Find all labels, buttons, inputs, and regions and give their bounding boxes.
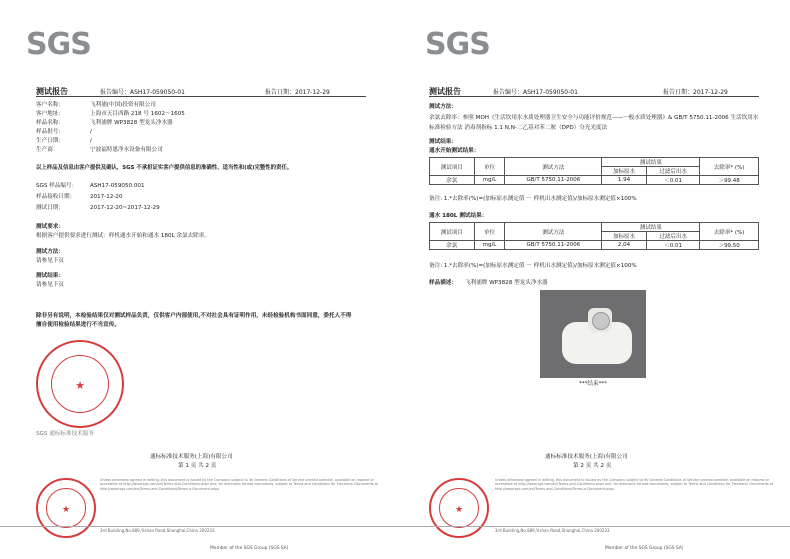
table-header: 测试结果 <box>602 223 700 232</box>
cell-filtered: ＜0.01 <box>646 176 700 185</box>
info-value: / <box>90 138 92 144</box>
report-title: 测试报告 <box>36 87 68 96</box>
table-note: 备注: 1.*去除率(%)=(加标原水测定值 － 样机出水测定值)/加标原水测定值×100% <box>429 263 637 269</box>
table-header: 测试项目 <box>430 158 475 176</box>
table-header: 去除率* (%) <box>700 223 759 241</box>
table-header: 单位 <box>474 223 505 241</box>
cell-filtered: ＜0.01 <box>646 241 700 250</box>
report-title: 测试报告 <box>429 87 461 96</box>
table-header: 去除率* (%) <box>700 158 759 176</box>
meta-label: 测试日期： <box>36 205 64 211</box>
footer-divider <box>0 526 395 527</box>
info-label: 客户地址： <box>36 111 64 117</box>
header-divider <box>36 96 366 97</box>
result-table-180l <box>429 222 759 250</box>
report-number: 报告编号：ASH17-059050-01 <box>100 89 185 96</box>
seal-footer: ★ <box>36 478 96 538</box>
method-title: 测试方法： <box>429 104 457 110</box>
method-text: 请参见下页 <box>36 258 64 264</box>
footer-company: 通标标准技术服务(上海)有限公司 <box>545 454 628 460</box>
footer-member: Member of the SGS Group (SGS SA) <box>605 546 684 551</box>
table-header: 测试方法 <box>505 158 602 176</box>
method-title: 测试方法： <box>36 249 64 255</box>
signature-label: SGS 通标标准技术服务 <box>36 431 94 437</box>
table-header: 测试项目 <box>430 223 475 241</box>
page-number: 第 2 页 共 2 页 <box>573 463 612 469</box>
sample-label: 样品描述： <box>429 280 457 286</box>
info-label: 生产商： <box>36 147 59 153</box>
info-value: 飞利浦牌 WP3828 型龙头净水器 <box>90 120 173 126</box>
table-row <box>430 176 759 185</box>
cell-unit: mg/L <box>474 176 505 185</box>
table-row <box>430 241 759 250</box>
meta-value: 2017-12-20~2017-12-29 <box>90 205 160 211</box>
start-result-title: 通水开始测试结果： <box>429 148 480 154</box>
footer-address: 3rd Building,No.889,Yishan Road,Shanghai,China 200233 <box>100 528 215 533</box>
cell-item: 余氯 <box>430 176 475 185</box>
table-subheader: 加标原水 <box>602 167 647 176</box>
declaration: 以上样品及信息由客户提供及确认，SGS 不承担证实客户提供信息的准确性、适当性和(或)完整性的责任。 <box>36 165 293 171</box>
cell-removal: ＞99.48 <box>700 176 759 185</box>
cell-method: GB/T 5750.11-2006 <box>505 176 602 185</box>
table-subheader: 加标原水 <box>602 232 647 241</box>
report-date: 报告日期：2017-12-29 <box>265 89 330 96</box>
sgs-logo: SGS <box>26 27 91 62</box>
sgs-logo: SGS <box>425 27 490 62</box>
cell-raw: 1.94 <box>602 176 647 185</box>
meta-label: 样品接收日期： <box>36 194 76 200</box>
info-value: 宁波福特恩净水设备有限公司 <box>90 147 163 153</box>
meta-value: ASH17-059050.001 <box>90 183 145 189</box>
sample-photo <box>540 290 646 378</box>
requirement-text: 根据客户提供要求进行测试：样机通水开始和通水 180L 余氯去除率。 <box>36 233 210 239</box>
result-title: 测试结果： <box>36 273 64 279</box>
report-number: 报告编号：ASH17-059050-01 <box>493 89 578 96</box>
table-subheader: 过滤后出水 <box>646 232 700 241</box>
cell-method: GB/T 5750.11-2006 <box>505 241 602 250</box>
cell-item: 余氯 <box>430 241 475 250</box>
footer-company: 通标标准技术服务(上海)有限公司 <box>150 454 233 460</box>
info-label: 样品名称： <box>36 120 64 126</box>
company-seal: ★ <box>36 340 124 428</box>
footer-terms: Unless otherwise agreed in writing, this document is issued by the Company subject to its General Conditions of Service printed overleaf, available on request or accessible at http://www.sgs.com/en/Terms-and-Conditions.aspx and, for electronic format documents, subject to Terms and Conditions for Electronic Documents at http://www.sgs.com/en/Terms-and-Conditions/Terms-e-Document.aspx. <box>495 478 774 491</box>
notice: 除非另有说明，本检验结果仅对测试样品负责，仅供客户内部使用,不对社会具有证明作用，未经检验机构书面同意，委托人不得擅自使用检验结果进行不当宣传。 <box>36 313 352 328</box>
info-label: 生产日期： <box>36 138 64 144</box>
result-text: 请参见下页 <box>36 282 64 288</box>
info-value: 上海市天目西路 218 号 1602～1605 <box>90 111 185 117</box>
table-subheader: 过滤后出水 <box>646 167 700 176</box>
requirement-title: 测试要求： <box>36 224 64 230</box>
end-mark: ***结束*** <box>579 381 607 387</box>
result-table-start <box>429 157 759 185</box>
cell-removal: ＞99.50 <box>700 241 759 250</box>
info-value: / <box>90 129 92 135</box>
footer-address: 3rd Building,No.889,Yishan Road,Shanghai,China 200233 <box>495 528 610 533</box>
header-divider <box>429 96 759 97</box>
report-date: 报告日期：2017-12-29 <box>663 89 728 96</box>
sample-description: 飞利浦牌 WP3828 型龙头净水器 <box>465 280 548 286</box>
meta-value: 2017-12-20 <box>90 194 123 200</box>
method-text: 余氯去除率：参照 MOH《生活饮用水水质处理器卫生安全与功能评价规范——一般水质处理器》& GB/T 5750.11-2006 生活饮用水标准检验方法 消毒剂指标 1.1 N,N-二乙基对苯二胺（DPD）分光光度法 <box>429 115 759 131</box>
info-label: 样品批号： <box>36 129 64 135</box>
footer-divider <box>395 526 790 527</box>
report-page-2 <box>395 0 790 559</box>
info-label: 客户名称： <box>36 102 64 108</box>
result-title: 测试结果： <box>429 139 457 145</box>
cell-unit: mg/L <box>474 241 505 250</box>
footer-member: Member of the SGS Group (SGS SA) <box>210 546 289 551</box>
meta-label: SGS 样品编号： <box>36 183 78 189</box>
table-note: 备注: 1.*去除率(%)=(加标原水测定值 － 样机出水测定值)/加标原水测定值×100% <box>429 196 637 202</box>
table-header: 测试结果 <box>602 158 700 167</box>
end-result-title: 通水 180L 测试结果： <box>429 213 488 219</box>
table-header: 单位 <box>474 158 505 176</box>
page-number: 第 1 页 共 2 页 <box>178 463 217 469</box>
seal-footer: ★ <box>429 478 489 538</box>
footer-terms: Unless otherwise agreed in writing, this document is issued by the Company subject to its General Conditions of Service printed overleaf, available on request or accessible at http://www.sgs.com/en/Terms-and-Conditions.aspx and, for electronic format documents, subject to Terms and Conditions for Electronic Documents at http://www.sgs.com/en/Terms-and-Conditions/Terms-e-Document.aspx. <box>100 478 379 491</box>
cell-raw: 2.04 <box>602 241 647 250</box>
table-header: 测试方法 <box>505 223 602 241</box>
info-value: 飞利浦(中国)投资有限公司 <box>90 102 156 108</box>
